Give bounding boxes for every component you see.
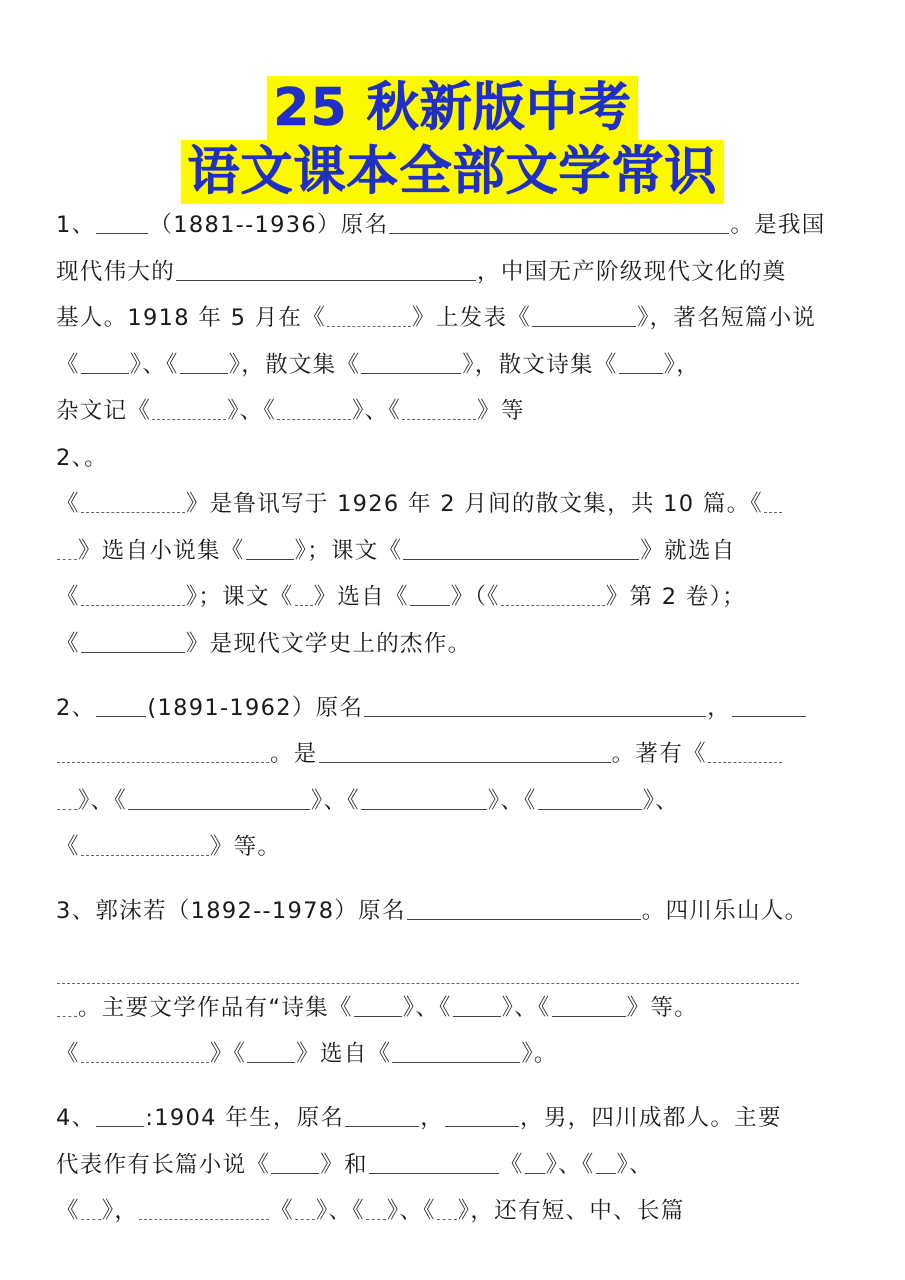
blank xyxy=(57,538,77,559)
text-line xyxy=(56,388,856,435)
blank xyxy=(295,585,313,606)
text-line xyxy=(56,342,856,389)
text-fragment: 《 xyxy=(270,1198,294,1224)
text-fragment: 。是我国 xyxy=(730,212,826,238)
text-fragment: 。著有《 xyxy=(611,741,707,767)
blank xyxy=(403,538,639,559)
text-line xyxy=(56,824,856,888)
text-fragment: 》和 xyxy=(320,1151,368,1178)
text-fragment: 。四川乐山人。 xyxy=(641,898,809,924)
blank xyxy=(345,1106,419,1127)
text-fragment: ，男，四川成都人。主要 xyxy=(520,1105,782,1131)
text-fragment: 》、《 xyxy=(227,398,277,424)
blank xyxy=(180,352,228,373)
blank xyxy=(410,585,450,606)
text-fragment: 》、《 xyxy=(129,351,179,378)
text-fragment: 。是 xyxy=(270,741,318,767)
text-line xyxy=(56,202,856,249)
text-fragment: 》第 2 卷）； xyxy=(605,584,746,610)
blank xyxy=(361,352,461,373)
text-fragment: 现代伟大的 xyxy=(56,258,176,285)
blank xyxy=(81,631,185,652)
text-fragment: 》、《 xyxy=(545,1151,595,1178)
blank xyxy=(732,695,806,716)
blank xyxy=(354,995,402,1016)
text-fragment: 》、《 xyxy=(487,787,537,814)
blank xyxy=(81,585,185,606)
text-line xyxy=(56,778,856,825)
blank xyxy=(139,1199,269,1220)
text-line xyxy=(56,935,856,985)
text-fragment: 》、《 xyxy=(402,994,452,1021)
text-fragment: 》就选自 xyxy=(640,537,736,564)
text-fragment: 《 xyxy=(56,491,80,517)
blank xyxy=(128,788,310,809)
text-fragment: 》是鲁讯写于 1926 年 2 月间的散文集，共 10 篇。《 xyxy=(185,491,763,517)
text-fragment: 》（《 xyxy=(450,584,500,610)
blank xyxy=(96,695,146,716)
text-fragment: 》，还有短、中、长篇 xyxy=(457,1198,685,1224)
blank xyxy=(525,1152,545,1173)
text-fragment: 《 xyxy=(56,351,80,378)
blank xyxy=(369,1152,499,1173)
text-line xyxy=(56,985,856,1032)
text-fragment: 《 xyxy=(499,1151,524,1178)
text-fragment: 》，著名短篇小说 xyxy=(637,305,817,331)
text-fragment: 4、 xyxy=(56,1105,96,1131)
text-fragment: 《 xyxy=(56,834,80,860)
text-fragment: 《 xyxy=(56,630,80,657)
text-fragment: 》。 xyxy=(521,1041,558,1067)
blank xyxy=(277,399,351,420)
text-fragment: 杂文记《 xyxy=(56,398,152,424)
blank xyxy=(392,1042,520,1063)
text-fragment: 》；课文《 xyxy=(294,537,403,564)
blank xyxy=(247,1042,295,1063)
text-fragment: 》， xyxy=(663,351,700,378)
text-line xyxy=(56,1095,856,1142)
text-fragment: 1、 xyxy=(56,212,96,238)
text-line xyxy=(56,481,856,528)
blank xyxy=(81,352,129,373)
text-fragment: 》《 xyxy=(209,1041,247,1067)
text-fragment: 》、《 xyxy=(501,994,551,1021)
text-fragment: 》、《 xyxy=(315,1198,365,1224)
blank xyxy=(361,788,487,809)
text-fragment: 》、《 xyxy=(78,787,127,814)
text-fragment: 《 xyxy=(56,1198,80,1224)
text-line xyxy=(56,295,856,342)
text-fragment: 》、 xyxy=(616,1151,653,1178)
text-fragment: 》是现代文学史上的杰作。 xyxy=(185,630,472,657)
text-fragment: 》、《 xyxy=(352,398,402,424)
text-fragment: 》，散文诗集《 xyxy=(462,351,618,378)
blank xyxy=(152,399,226,420)
text-fragment: 《 xyxy=(56,1041,80,1067)
text-line xyxy=(56,1188,856,1235)
blank xyxy=(96,1106,144,1127)
text-fragment: 代表作有长篇小说《 xyxy=(56,1151,271,1178)
blank xyxy=(532,306,636,327)
blank xyxy=(81,492,185,513)
blank xyxy=(453,995,501,1016)
text-fragment: 》选自《 xyxy=(296,1041,392,1067)
blank xyxy=(57,788,77,809)
blank xyxy=(57,742,269,763)
text-fragment: 》选自《 xyxy=(313,584,409,610)
text-fragment: 》选自小说集《 xyxy=(78,537,245,564)
blank xyxy=(437,1199,457,1220)
text-fragment: （1881--1936）原名 xyxy=(149,212,389,238)
text-fragment: 基人。1918 年 5 月在《 xyxy=(56,305,327,331)
text-fragment: 3、郭沫若（1892--1978）原名 xyxy=(56,898,406,924)
blank xyxy=(366,1199,386,1220)
blank xyxy=(96,213,148,234)
blank xyxy=(538,788,642,809)
text-line xyxy=(56,888,856,935)
blank xyxy=(407,899,641,920)
blank xyxy=(57,963,799,984)
text-line xyxy=(56,574,856,621)
text-fragment: 》、 xyxy=(642,787,680,814)
title-line-1: 25 秋新版中考 xyxy=(267,76,637,140)
text-fragment: 》上发表《 xyxy=(412,305,532,331)
blank xyxy=(271,1152,319,1173)
text-fragment: 》等。 xyxy=(209,834,282,860)
blank xyxy=(389,213,729,234)
title-block xyxy=(0,76,905,204)
text-line xyxy=(56,621,856,685)
text-fragment: :1904 年生，原名 xyxy=(145,1105,345,1131)
text-fragment: 》等。 xyxy=(626,994,698,1021)
text-fragment: 《 xyxy=(56,584,80,610)
text-line xyxy=(56,528,856,575)
blank xyxy=(402,399,476,420)
blank xyxy=(501,585,605,606)
blank xyxy=(445,1106,519,1127)
blank xyxy=(619,352,663,373)
text-fragment: ，中国无产阶级现代文化的奠 xyxy=(477,258,787,285)
text-fragment: 》，散文集《 xyxy=(228,351,361,378)
blank xyxy=(246,538,294,559)
blank xyxy=(364,695,706,716)
blank xyxy=(708,742,782,763)
title-line-2: 语文课本全部文学常识 xyxy=(181,140,723,204)
worksheet-body xyxy=(56,202,856,1235)
text-line xyxy=(56,731,856,778)
blank xyxy=(81,1042,209,1063)
text-fragment: 2、。 xyxy=(56,444,108,471)
text-fragment: 》、《 xyxy=(310,787,360,814)
text-line xyxy=(56,1031,856,1095)
blank xyxy=(295,1199,315,1220)
text-fragment: 》， xyxy=(101,1198,139,1224)
text-fragment: 2、 xyxy=(56,694,96,721)
blank xyxy=(319,742,611,763)
blank xyxy=(764,492,782,513)
blank xyxy=(552,995,626,1016)
text-fragment: 》；课文《 xyxy=(185,584,294,610)
text-line xyxy=(56,435,856,482)
text-fragment: 。主要文学作品有“诗集《 xyxy=(78,994,353,1021)
blank xyxy=(327,306,411,327)
blank xyxy=(57,995,77,1016)
text-line xyxy=(56,1142,856,1189)
blank xyxy=(596,1152,616,1173)
text-fragment: ， xyxy=(707,694,732,721)
blank xyxy=(176,259,476,280)
text-line xyxy=(56,685,856,732)
blank xyxy=(81,835,209,856)
blank xyxy=(81,1199,101,1220)
text-fragment: (1891-1962）原名 xyxy=(147,694,364,721)
text-fragment: 》等 xyxy=(477,398,525,424)
text-line xyxy=(56,249,856,296)
text-fragment: ， xyxy=(420,1105,445,1131)
text-fragment: 》、《 xyxy=(386,1198,436,1224)
